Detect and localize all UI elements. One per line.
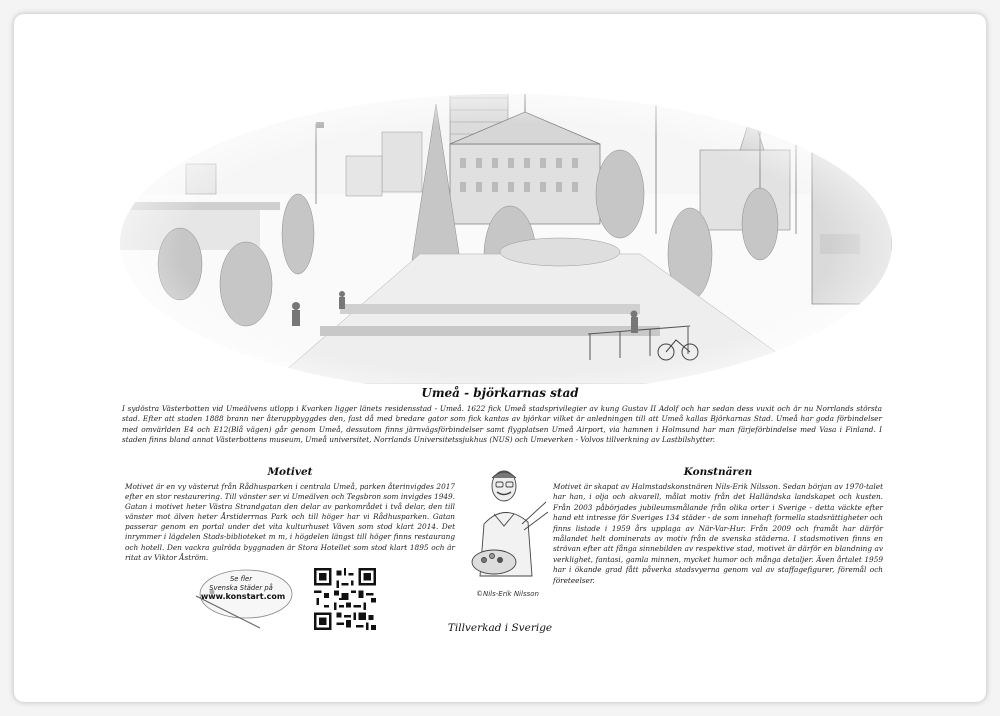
poster-title: Umeå - björkarnas stad bbox=[421, 386, 579, 400]
konstnaren-heading: Konstnären bbox=[683, 466, 753, 478]
artist-signature: ©Nils-Erik Nilsson bbox=[476, 590, 539, 598]
city-illustration bbox=[120, 84, 892, 384]
qr-code[interactable] bbox=[314, 568, 376, 630]
intro-paragraph: I sydöstra Västerbotten vid Umeälvens utlopp i Kvarken ligger länets residensstad - Umeå. 1622 fick Umeå stadsprivilegier av kung Gustav II Adolf och har sedan dess vuxit och är nu Norrlands största stad. Efter att staden 1888 brann ner återuppbyggdes den, fast då med bredare gator som fick kantas av björkar vilket är anledningen till att Umeå kallas Björkarnas Stad. Umeå har goda förbindelser med omvärlden E4 och E12(Blå vägen) går genom Umeå, dessutom finns järnvägsförbindelser samt flygplatsen Umeå Airport, via hamnen i Holmsund har man färjeförbindelse med Vasa i Finland. I staden finns bland annat Västerbottens museum, Umeå universitet, Norrlands Universitetssjukhus (NUS) och Umeverken - Volvos tillverkning av Lastbilshytter. bbox=[122, 404, 882, 445]
website-link[interactable]: www.konstart.com bbox=[200, 592, 286, 601]
badge-line1: Se fler bbox=[229, 575, 253, 583]
badge-line2: Svenska Städer på bbox=[209, 583, 273, 592]
made-in-label: Tillverkad i Sverige bbox=[447, 622, 553, 634]
artist-portrait bbox=[470, 464, 550, 594]
konstnaren-text: Motivet är skapat av Halmstadskonstnären Nils-Erik Nilsson. Sedan början av 1970-talet har han, i olja och akvarell, målat motiv från det Halländska landskapet och kusten. Från 2003 påbörjades jubileumsmålande från olika orter i Sverige - detta väckte efter hand ett intresse för Sveriges 134 städer - de som innehaft formella stadsrättigheter och finns listade i 1959 års upplaga av När-Var-Hur. Från 2009 och framåt har därför målandet helt dominerats av motiv från de svenska städerna. I stadsmotiven finns en strävan efter att fånga sinnebilden av respektive stad, motivet är därför en blandning av verklighet, fantasi, gamla minnen, mycket humor och många detaljer. Även årtalet 1959 har i ökande grad fått påverka stadsvyerna genom val av staffagefigurer, föremål och företeelser. bbox=[553, 482, 883, 585]
motivet-text: Motivet är en vy västerut från Rådhusparken i centrala Umeå, parken återinvigdes 2017 efter en stor restaurering. Till vänster ser vi Umeälven och Tegsbron som invigdes 1949. Gatan i motivet heter Västra Strandgatan den delar av parkområdet i två delar, den till vänster mot älven heter Årstiderrnas Park och till höger har vi Rådhusparken. Gatan passerar genom en portal under det vita kulturhuset Väven som stod klart 2014. Det inrymmer i lägdelen Stads-biblioteket m m, i högdelen längst till höger finns restaurang och hotell. Den vackra gulröda byggnaden är Stora Hotellet som stod klart 1895 och är ritat av Viktor Åström. bbox=[125, 482, 455, 562]
badge-caption bbox=[200, 575, 282, 592]
motivet-heading: Motivet bbox=[267, 466, 313, 478]
